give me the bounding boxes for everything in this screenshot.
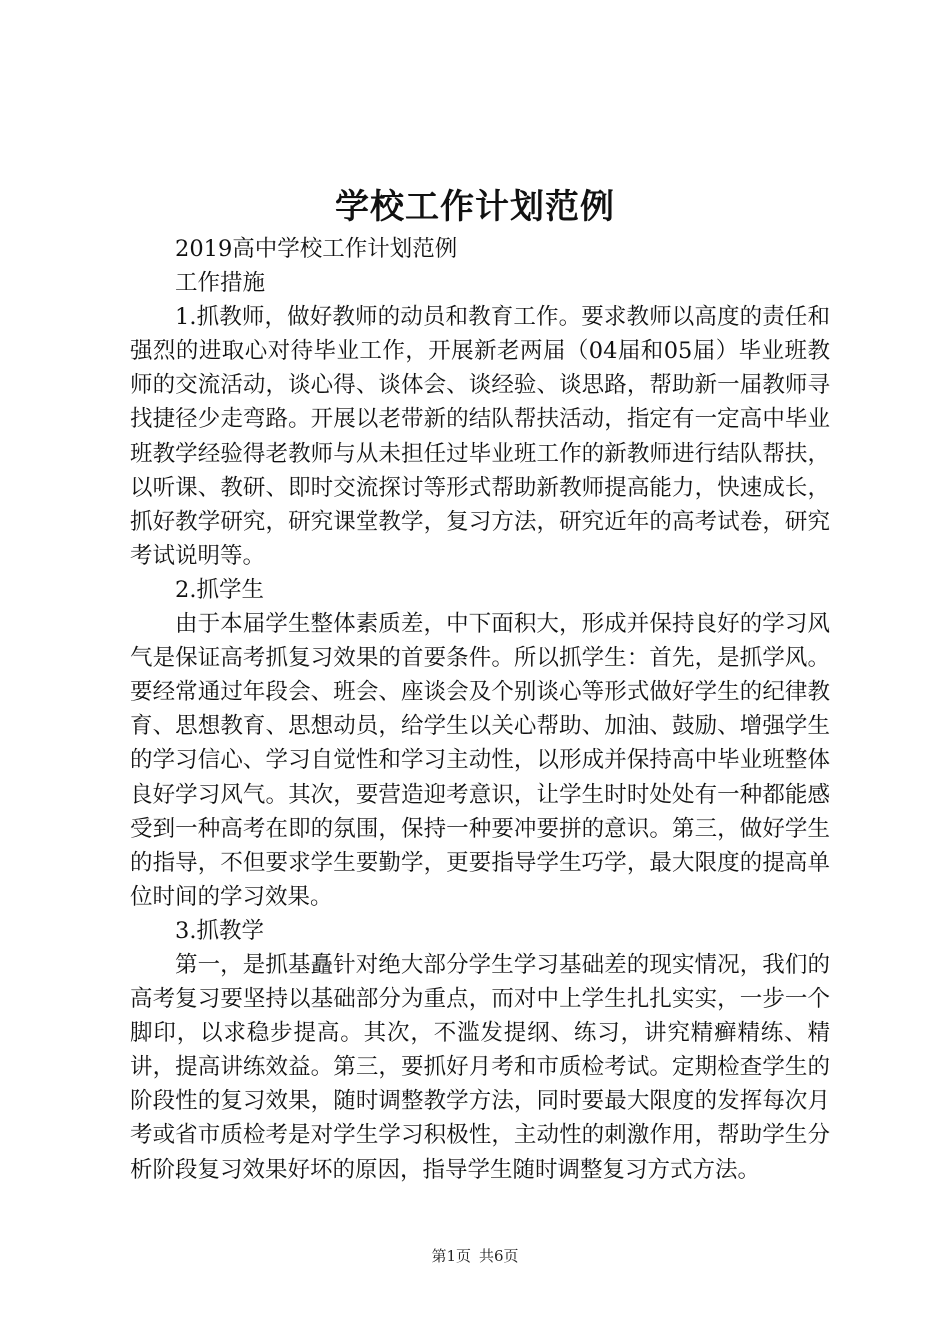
section-heading: 工作措施 <box>175 270 266 297</box>
body-paragraph: 1.抓教师，做好教师的动员和教育工作。要求教师以高度的责任和强烈的进取心对待毕业工作，开展新老两届（04届和05届）毕业班教师的交流活动，谈心得、谈体会、谈经验、谈思路，帮助新一届教师寻找捷径少走弯路。开展以老带新的结队帮扶活动，指定有一定高中毕业班教学经验得老教师与从未担任过毕业班工作的新教师进行结队帮扶，以听课、教研、即时交流探讨等形式帮助新教师提高能力，快速成长，抓好教学研究，研究课堂教学，复习方法，研究近年的高考试卷，研究考试说明等。 <box>130 304 830 569</box>
page-number: 第1页 <box>431 1247 471 1265</box>
body-paragraph: 由于本届学生整体素质差，中下面积大，形成并保持良好的学习风气是保证高考抓复习效果的首要条件。所以抓学生：首先，是抓学风。要经常通过年段会、班会、座谈会及个别谈心等形式做好学生的纪律教育、思想教育、思想动员，给学生以关心帮助、加油、鼓励、增强学生的学习信心、学习自觉性和学习主动性，以形成并保持高中毕业班整体良好学习风气。其次，要营造迎考意识，让学生时时处处有一种都能感受到一种高考在即的氛围，保持一种要冲要拼的意识。第三，做好学生的指导，不但要求学生要勤学，更要指导学生巧学，最大限度的提高单位时间的学习效果。 <box>130 611 830 910</box>
section-heading: 3.抓教学 <box>175 917 264 944</box>
page-footer <box>0 1244 950 1268</box>
page-total: 共6页 <box>479 1247 519 1265</box>
document-title: 学校工作计划范例 <box>335 187 615 227</box>
subtitle-paragraph: 2019高中学校工作计划范例 <box>175 236 458 262</box>
body-paragraph: 第一，是抓基矗针对绝大部分学生学习基础差的现实情况，我们的高考复习要坚持以基础部分为重点，而对中上学生扎扎实实，一步一个脚印，以求稳步提高。其次，不滥发提纲、练习，讲究精癣精练、精讲，提高讲练效益。第三，要抓好月考和市质检考试。定期检查学生的阶段性的复习效果，随时调整教学方法，同时要最大限度的发挥每次月考或省市质检考是对学生学习积极性，主动性的刺激作用，帮助学生分析阶段复习效果好坏的原因，指导学生随时调整复习方式方法。 <box>130 951 830 1183</box>
document-body <box>130 232 830 1187</box>
section-heading: 2.抓学生 <box>175 576 264 603</box>
